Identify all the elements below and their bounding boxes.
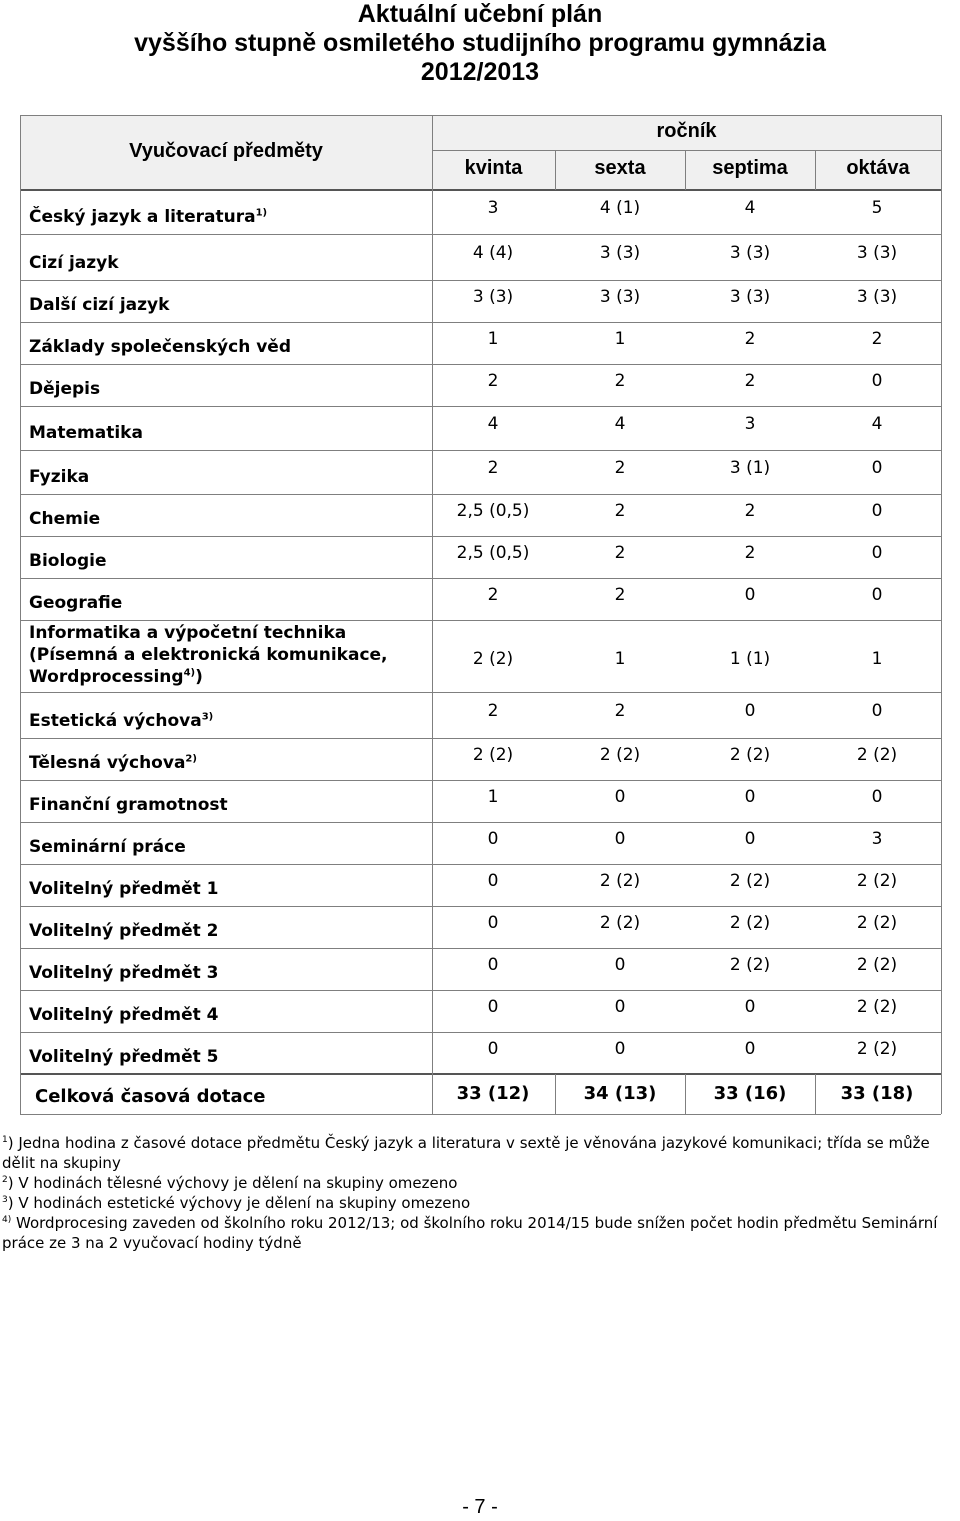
grid-right	[941, 115, 942, 1114]
grid-row-11	[20, 692, 941, 693]
subject-label-9: Biologie	[29, 551, 107, 571]
subject-label-19: Volitelný předmět 4	[29, 1005, 219, 1025]
footnote-4	[2, 1213, 958, 1253]
grid-row-15	[20, 864, 941, 865]
cell-3-oktáva: 3 (3)	[856, 287, 898, 307]
cell-7-oktáva: 0	[871, 458, 883, 478]
cell-17-kvinta: 0	[487, 913, 499, 933]
cell-1-kvinta: 3	[487, 198, 499, 218]
cell-8-kvinta: 2,5 (0,5)	[456, 501, 530, 521]
grid-row-14	[20, 822, 941, 823]
cell-2-kvinta: 4 (4)	[472, 243, 514, 263]
cell-4-kvinta: 1	[487, 329, 499, 349]
cell-9-kvinta: 2,5 (0,5)	[456, 543, 530, 563]
grid-row-10	[20, 620, 941, 621]
cell-16-septima: 2 (2)	[729, 871, 771, 891]
cell-9-septima: 2	[744, 543, 756, 563]
grid-row-2	[20, 280, 941, 281]
cell-14-septima: 0	[744, 787, 756, 807]
cell-15-sexta: 0	[614, 829, 626, 849]
cell-13-sexta: 2 (2)	[599, 745, 641, 765]
subject-label-3: Další cizí jazyk	[29, 295, 170, 315]
subject-label-7: Fyzika	[29, 467, 90, 487]
grade-header-sexta: sexta	[594, 157, 646, 179]
cell-7-septima: 3 (1)	[729, 458, 771, 478]
subject-label-13: Tělesná výchova$^{2)}$	[29, 753, 197, 773]
cell-11-septima: 1 (1)	[729, 649, 771, 669]
subject-label-6: Matematika	[29, 423, 143, 443]
subject-label-4: Základy společenských věd	[29, 337, 291, 357]
cell-5-septima: 2	[744, 371, 756, 391]
grade-header-oktáva: oktáva	[846, 157, 910, 179]
cell-12-sexta: 2	[614, 701, 626, 721]
cell-10-septima: 0	[744, 585, 756, 605]
grid-total-top	[20, 1073, 941, 1075]
cell-16-oktáva: 2 (2)	[856, 871, 898, 891]
cell-5-kvinta: 2	[487, 371, 499, 391]
subject-label-2: Cizí jazyk	[29, 253, 119, 273]
grid-row-5	[20, 406, 941, 407]
subject-label-5: Dějepis	[29, 379, 101, 399]
grid-header-bottom	[20, 189, 941, 191]
cell-8-oktáva: 0	[871, 501, 883, 521]
grid-total-divider-3	[815, 1074, 816, 1114]
footnote-4-text: Wordprocesing zaveden od školního roku 2012/13; od školního roku 2014/15 bude snížen počet hodin předmětu Seminární práce ze 3 na 2 vyučovací hodiny týdně	[2, 1214, 938, 1252]
cell-10-kvinta: 2	[487, 585, 499, 605]
grade-header-septima: septima	[712, 157, 788, 179]
cell-11-oktáva: 1	[871, 649, 883, 669]
year-header: ročník	[656, 120, 717, 142]
subject-label-15: Seminární práce	[29, 837, 186, 857]
footnote-3-mark: 3	[2, 1195, 8, 1205]
subject-label-10: Geografie	[29, 593, 123, 613]
grid-row-8	[20, 536, 941, 537]
total-cell-kvinta: 33 (12)	[456, 1083, 530, 1104]
cell-18-septima: 2 (2)	[729, 955, 771, 975]
cell-15-septima: 0	[744, 829, 756, 849]
cell-8-sexta: 2	[614, 501, 626, 521]
cell-3-kvinta: 3 (3)	[472, 287, 514, 307]
cell-16-sexta: 2 (2)	[599, 871, 641, 891]
cell-4-oktáva: 2	[871, 329, 883, 349]
cell-19-sexta: 0	[614, 997, 626, 1017]
cell-12-septima: 0	[744, 701, 756, 721]
grid-left	[20, 115, 21, 1114]
total-cell-septima: 33 (16)	[713, 1083, 787, 1104]
cell-19-oktáva: 2 (2)	[856, 997, 898, 1017]
grid-row-13	[20, 780, 941, 781]
cell-16-kvinta: 0	[487, 871, 499, 891]
cell-6-septima: 3	[744, 414, 756, 434]
cell-20-sexta: 0	[614, 1039, 626, 1059]
cell-14-kvinta: 1	[487, 787, 499, 807]
document-title-line-3: 2012/2013	[420, 58, 540, 86]
grid-total-divider-2	[685, 1074, 686, 1114]
grid-row-7	[20, 494, 941, 495]
footnote-2-text: ) V hodinách tělesné výchovy je dělení na skupiny omezeno	[7, 1174, 458, 1192]
subject-label-11: Informatika a výpočetní technika (Písemná a elektronická komunikace, Wordprocessing$^{4)}$)	[29, 623, 388, 687]
cell-7-kvinta: 2	[487, 458, 499, 478]
cell-12-oktáva: 0	[871, 701, 883, 721]
cell-11-kvinta: 2 (2)	[472, 649, 514, 669]
cell-5-oktáva: 0	[871, 371, 883, 391]
cell-9-sexta: 2	[614, 543, 626, 563]
grid-row-9	[20, 578, 941, 579]
grid-row-3	[20, 322, 941, 323]
cell-3-septima: 3 (3)	[729, 287, 771, 307]
grade-header-kvinta: kvinta	[464, 157, 523, 179]
cell-12-kvinta: 2	[487, 701, 499, 721]
footnote-1	[2, 1133, 958, 1173]
grid-grade-divider-2	[685, 150, 686, 190]
cell-1-oktáva: 5	[871, 198, 883, 218]
grid-grade-divider-1	[555, 150, 556, 190]
grid-row-12	[20, 738, 941, 739]
subject-label-14: Finanční gramotnost	[29, 795, 228, 815]
cell-6-kvinta: 4	[487, 414, 499, 434]
grid-subject-divider	[432, 115, 433, 1114]
cell-20-kvinta: 0	[487, 1039, 499, 1059]
cell-19-kvinta: 0	[487, 997, 499, 1017]
cell-20-septima: 0	[744, 1039, 756, 1059]
grid-row-1	[20, 234, 941, 235]
document-title-line-1: Aktuální učební plán	[357, 0, 603, 28]
total-label: Celková časová dotace	[35, 1086, 266, 1107]
subject-label-8: Chemie	[29, 509, 101, 529]
subject-label-17: Volitelný předmět 2	[29, 921, 219, 941]
cell-19-septima: 0	[744, 997, 756, 1017]
grid-row-16	[20, 906, 941, 907]
grid-row-6	[20, 450, 941, 451]
cell-15-kvinta: 0	[487, 829, 499, 849]
footnote-2-mark: 2	[2, 1175, 8, 1185]
cell-2-septima: 3 (3)	[729, 243, 771, 263]
grid-row-19	[20, 1032, 941, 1033]
cell-4-sexta: 1	[614, 329, 626, 349]
footnote-3	[2, 1193, 958, 1213]
footnote-3-text: ) V hodinách estetické výchovy je dělení na skupiny omezeno	[7, 1194, 471, 1212]
subject-label-20: Volitelný předmět 5	[29, 1047, 219, 1067]
subjects-header: Vyučovací předměty	[129, 140, 323, 162]
cell-10-sexta: 2	[614, 585, 626, 605]
document-title-line-2: vyššího stupně osmiletého studijního programu gymnázia	[134, 29, 826, 57]
cell-8-septima: 2	[744, 501, 756, 521]
page-number: - 7 -	[462, 1496, 498, 1518]
cell-13-septima: 2 (2)	[729, 745, 771, 765]
grid-total-divider-1	[555, 1074, 556, 1114]
grid-row-18	[20, 990, 941, 991]
cell-17-oktáva: 2 (2)	[856, 913, 898, 933]
grid-row-17	[20, 948, 941, 949]
cell-2-sexta: 3 (3)	[599, 243, 641, 263]
cell-14-sexta: 0	[614, 787, 626, 807]
cell-18-kvinta: 0	[487, 955, 499, 975]
cell-6-sexta: 4	[614, 414, 626, 434]
cell-1-septima: 4	[744, 198, 756, 218]
cell-17-septima: 2 (2)	[729, 913, 771, 933]
subject-label-16: Volitelný předmět 1	[29, 879, 219, 899]
footnote-4-mark: 4)	[2, 1215, 12, 1225]
cell-14-oktáva: 0	[871, 787, 883, 807]
grid-top	[20, 115, 941, 116]
subject-label-18: Volitelný předmět 3	[29, 963, 219, 983]
total-cell-oktáva: 33 (18)	[840, 1083, 914, 1104]
cell-11-sexta: 1	[614, 649, 626, 669]
grid-bottom	[20, 1114, 941, 1115]
cell-18-oktáva: 2 (2)	[856, 955, 898, 975]
cell-7-sexta: 2	[614, 458, 626, 478]
cell-1-sexta: 4 (1)	[599, 198, 641, 218]
cell-3-sexta: 3 (3)	[599, 287, 641, 307]
cell-4-septima: 2	[744, 329, 756, 349]
cell-10-oktáva: 0	[871, 585, 883, 605]
cell-18-sexta: 0	[614, 955, 626, 975]
footnote-1-text: ) Jedna hodina z časové dotace předmětu Český jazyk a literatura v sextě je věnována jazykové komunikaci; třída se může dělit na skupiny	[2, 1134, 930, 1172]
footnote-1-mark: 1	[2, 1135, 8, 1145]
cell-15-oktáva: 3	[871, 829, 883, 849]
footnote-2	[2, 1173, 958, 1193]
grid-grade-divider-3	[815, 150, 816, 190]
grid-year-divider	[432, 150, 941, 151]
subject-label-1: Český jazyk a literatura$^{1)}$	[29, 207, 268, 227]
grid-row-4	[20, 364, 941, 365]
subject-label-12: Estetická výchova$^{3)}$	[29, 711, 214, 731]
cell-17-sexta: 2 (2)	[599, 913, 641, 933]
cell-20-oktáva: 2 (2)	[856, 1039, 898, 1059]
cell-13-kvinta: 2 (2)	[472, 745, 514, 765]
cell-5-sexta: 2	[614, 371, 626, 391]
cell-13-oktáva: 2 (2)	[856, 745, 898, 765]
footnotes	[2, 1133, 958, 1253]
cell-6-oktáva: 4	[871, 414, 883, 434]
cell-2-oktáva: 3 (3)	[856, 243, 898, 263]
total-cell-sexta: 34 (13)	[583, 1083, 657, 1104]
cell-9-oktáva: 0	[871, 543, 883, 563]
